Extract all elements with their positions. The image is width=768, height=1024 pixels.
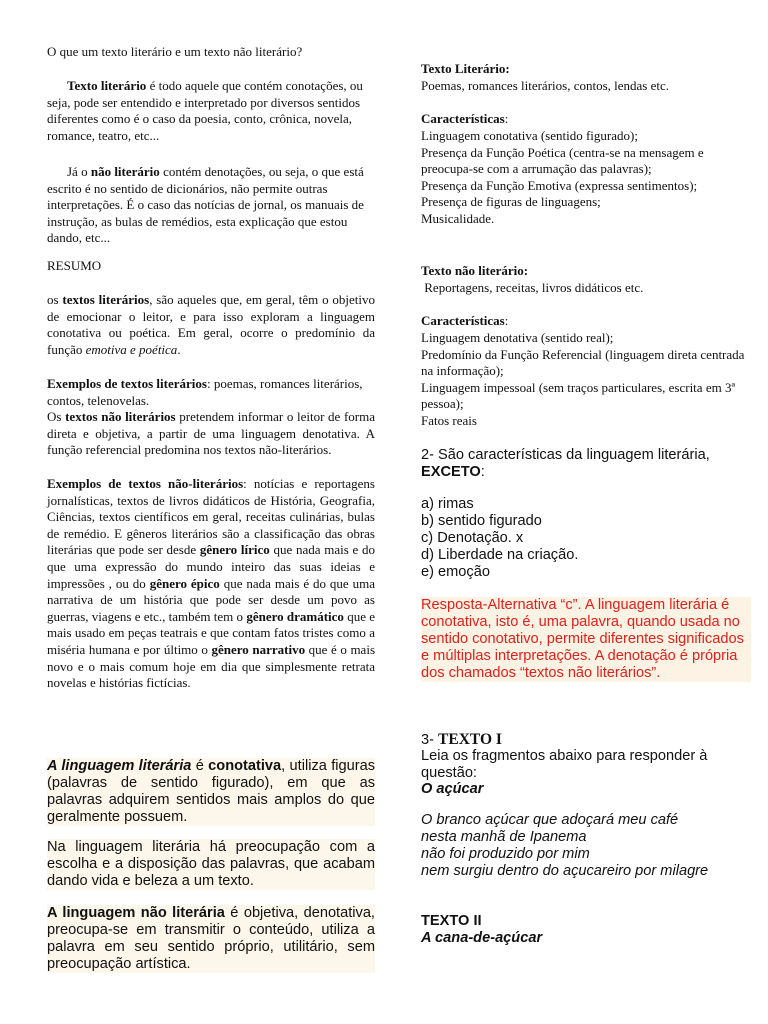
option-a: a) rimas <box>421 496 474 512</box>
option-c: c) Denotação. x <box>421 530 524 546</box>
characteristics-list-2 <box>421 330 751 430</box>
question-3-heading: 3- TEXTO I <box>421 731 502 748</box>
list-item: Linguagem denotativa (sentido real); <box>421 330 614 345</box>
list-item: Musicalidade. <box>421 210 495 226</box>
poem-lines <box>421 812 751 880</box>
question-title: O que um texto literário e um texto não literário? <box>47 44 303 59</box>
summary-paragraph-3: Os textos não literários pretendem informar o leitor de forma direta e objetiva, a partir de uma linguagem denotativa. A função referencial predomina nos textos não-literários. <box>47 409 375 458</box>
paragraph-literary-definition: Texto literário é todo aquele que contém conotações, ou seja, pode ser entendido e interpretado por diversos sentidos diferentes como é o caso da poesia, conto, crônica, novela, romance, teatro, etc... <box>47 78 363 143</box>
summary-paragraph-1: os textos literários, são aqueles que, em geral, têm o objetivo de emocionar o leitor, e para isso exploram a linguagem conotativa ou poética. Em geral, ocorre o predomínio da função emotiva e poética. <box>47 292 375 357</box>
text-2-subtitle: A cana-de-açúcar <box>421 930 543 946</box>
resumo-heading: RESUMO <box>47 258 102 273</box>
list-item: Fatos reais <box>421 412 477 428</box>
nonliterary-text-heading: Texto não literário: <box>421 263 529 278</box>
question-3-instructions: Leia os fragmentos abaixo para responder à questão: <box>421 748 708 781</box>
nonliterary-text-examples: Reportagens, receitas, livros didáticos etc. <box>421 280 644 295</box>
poem-line: O branco açúcar que adoçará meu café <box>421 812 679 828</box>
question-2: 2- São características da linguagem literária, EXCETO: <box>421 447 710 480</box>
list-item: Presença de figuras de linguagens; <box>421 194 601 210</box>
summary-paragraph-2: Exemplos de textos literários: poemas, romances literários, contos, telenovelas. <box>47 376 363 408</box>
block-nonliterary-language: A linguagem não literária é objetiva, denotativa, preocupa-se em transmitir o conteúdo, utiliza a palavra em seu sentido próprio, utilitário, sem preocupação artística. <box>47 905 375 972</box>
answer-explanation: Resposta-Alternativa “c”. A linguagem literária é conotativa, isto é, uma palavra, quando usada no sentido conotativo, permite diferentes significados e múltiplas interpretações. A denotação é própria dos chamados “textos não literários”. <box>421 597 751 682</box>
summary-paragraph-4: Exemplos de textos não-literários: notícias e reportagens jornalísticas, textos de livros didáticos de História, Geografia, Ciências, textos científicos em geral, receitas culinárias, bulas de remédio. E gêneros literários são a classificação das obras literárias que pode ser desde gênero lírico que nada mais e do que uma expressão do mundo inteiro das suas ideias e impressões , ou do gênero épico que nada mais é do que uma narrativa de um história que pode ser desde um povo as guerras, viagens e etc., também tem o gênero dramático que e mais usado em peças teatrais e que contam fatos tristes como a miséria humana e por último o gênero narrativo que é o mais novo e o mais comum hoje em dia que simplesmente retrata novelas e histórias fictícias. <box>47 476 376 691</box>
poem-line: não foi produzido por mim <box>421 846 590 862</box>
poem-line: nesta manhã de Ipanema <box>421 829 587 845</box>
list-item: Presença da Função Poética (centra-se na mensagem e preocupa-se com a arrumação das palavras); <box>421 144 704 177</box>
literary-text-examples: Poemas, romances literários, contos, lendas etc. <box>421 78 670 93</box>
text-2-heading: TEXTO II <box>421 913 482 929</box>
paragraph-nonliterary-definition: Já o não literário contém denotações, ou seja, o que está escrito é no sentido de dicionários, não permite outras interpretações. É o caso das notícias de jornal, os manuais de instrução, as bulas de remédios, esta explicação que estou dando, etc... <box>47 164 364 246</box>
list-item: Presença da Função Emotiva (expressa sentimentos); <box>421 177 698 193</box>
option-e: e) emoção <box>421 564 490 580</box>
block-literary-language: A linguagem literária é conotativa, utiliza figuras (palavras de sentido figurado), em que as palavras adquirem sentidos mais amplos do que geralmente possuem. <box>47 758 375 825</box>
option-d: d) Liberdade na criação. <box>421 547 579 563</box>
list-item: Linguagem impessoal (sem traços particulares, escrita em 3ª pessoa); <box>421 379 736 412</box>
characteristics-list-1 <box>421 128 751 228</box>
literary-text-heading: Texto Literário: <box>421 61 510 76</box>
list-item: Linguagem conotativa (sentido figurado); <box>421 128 638 143</box>
poem-title: O açúcar <box>421 781 484 797</box>
answer-options <box>421 496 751 581</box>
poem-line: nem surgiu dentro do açucareiro por milagre <box>421 863 709 879</box>
characteristics-heading-1: Características: <box>421 111 509 126</box>
characteristics-heading-2: Características: <box>421 313 509 328</box>
term-nonliterary: não literário <box>90 164 160 179</box>
option-b: b) sentido figurado <box>421 513 542 529</box>
list-item: Predomínio da Função Referencial (linguagem direta centrada na informação); <box>421 346 745 379</box>
term-literary: Texto literário <box>67 78 147 93</box>
block-literary-word-choice: Na linguagem literária há preocupação com a escolha e a disposição das palavras, que acabam dando vida e beleza a um texto. <box>47 839 375 889</box>
